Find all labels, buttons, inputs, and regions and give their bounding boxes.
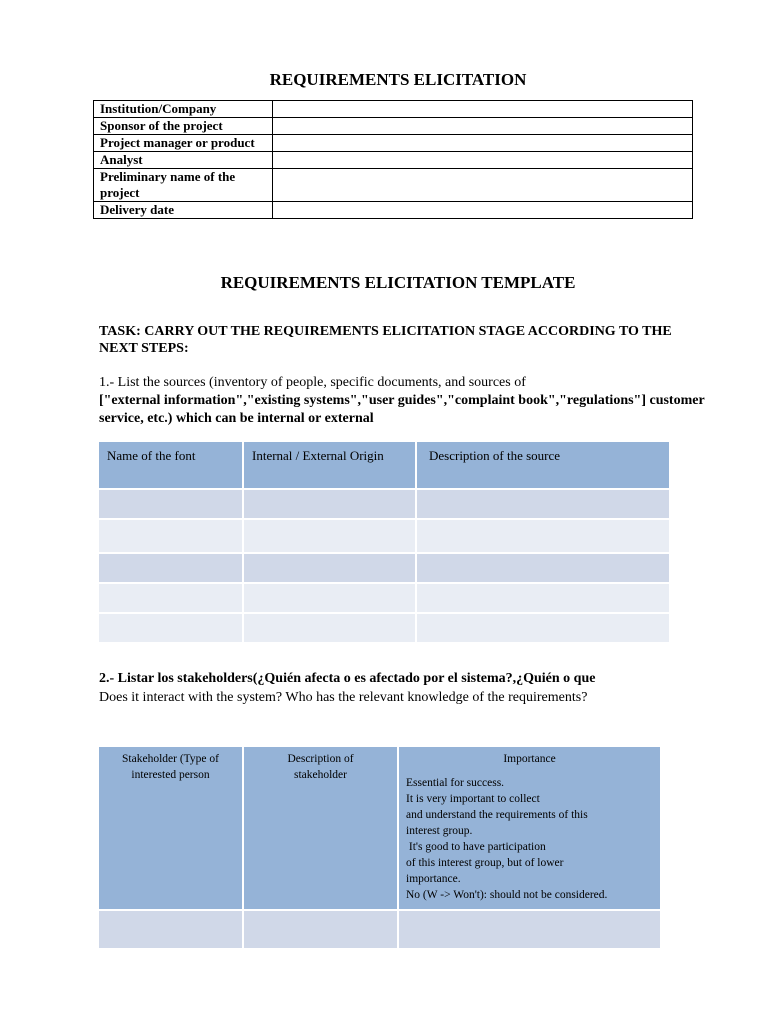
importance-line: It is very important to collect <box>406 793 540 805</box>
table-header-row <box>99 747 660 909</box>
step1-bold-text: ["external information","existing systems","user guides","complaint book","regulations"] customer service, etc.) which can be internal or external <box>99 393 705 426</box>
institution-label: Institution/Company <box>94 101 273 118</box>
header-description: Description of the source <box>417 442 669 488</box>
project-manager-value[interactable] <box>273 135 693 152</box>
table-cell[interactable] <box>417 584 669 612</box>
step2-bold-text: 2.- Listar los stakeholders(¿Quién afecta o es afectado por el sistema?,¿Quién o que <box>99 671 596 686</box>
importance-line: and understand the requirements of this <box>406 809 588 821</box>
delivery-date-value[interactable] <box>273 202 693 219</box>
importance-line: of this interest group, but of lower <box>406 857 564 869</box>
table-row <box>99 490 669 518</box>
analyst-label: Analyst <box>94 152 273 169</box>
table-cell[interactable] <box>399 911 660 948</box>
table-cell[interactable] <box>417 520 669 552</box>
stakeholders-table <box>97 745 662 950</box>
table-header-row <box>99 442 669 488</box>
table-cell[interactable] <box>99 584 242 612</box>
task-instruction: TASK: CARRY OUT THE REQUIREMENTS ELICITATION STAGE ACCORDING TO THE NEXT STEPS: <box>99 324 672 356</box>
table-cell[interactable] <box>99 490 242 518</box>
importance-line: Essential for success. <box>406 777 505 789</box>
importance-line: No (W -> Won't): should not be considered. <box>406 889 608 901</box>
step1-intro: 1.- List the sources (inventory of people, specific documents, and sources of <box>99 375 526 390</box>
table-row <box>99 520 669 552</box>
step1-paragraph <box>99 374 711 428</box>
table-row <box>99 554 669 582</box>
header-stakeholder-cell <box>99 747 242 909</box>
table-row <box>94 169 693 202</box>
sponsor-label: Sponsor of the project <box>94 118 273 135</box>
table-cell[interactable] <box>99 614 242 642</box>
importance-line: importance. <box>406 873 461 885</box>
table-row <box>94 135 693 152</box>
table-cell[interactable] <box>99 520 242 552</box>
table-cell[interactable] <box>244 520 415 552</box>
institution-value[interactable] <box>273 101 693 118</box>
table-row <box>94 152 693 169</box>
project-info-table <box>93 100 693 219</box>
step2-text: Does it interact with the system? Who has the relevant knowledge of the requirements? <box>99 690 588 705</box>
header-stakeholder: Stakeholder (Type of interested person <box>122 753 219 781</box>
header-font-name: Name of the font <box>99 442 242 488</box>
table-row <box>99 584 669 612</box>
header-stakeholder-description: Description of stakeholder <box>287 753 354 781</box>
page-title: REQUIREMENTS ELICITATION <box>269 70 527 89</box>
step2-paragraph <box>99 669 719 707</box>
header-importance-cell <box>399 747 660 909</box>
project-name-label: Preliminary name of the project <box>94 169 273 202</box>
table-cell[interactable] <box>417 554 669 582</box>
table-cell[interactable] <box>417 614 669 642</box>
table-cell[interactable] <box>99 911 242 948</box>
table-row <box>94 118 693 135</box>
table-cell[interactable] <box>244 614 415 642</box>
analyst-value[interactable] <box>273 152 693 169</box>
table-cell[interactable] <box>244 911 397 948</box>
table-cell[interactable] <box>417 490 669 518</box>
table-row <box>99 911 660 948</box>
project-manager-label: Project manager or product <box>94 135 273 152</box>
sources-table <box>97 440 671 644</box>
delivery-date-label: Delivery date <box>94 202 273 219</box>
header-stakeholder-desc-cell <box>244 747 397 909</box>
header-origin: Internal / External Origin <box>244 442 415 488</box>
template-title: REQUIREMENTS ELICITATION TEMPLATE <box>220 273 576 292</box>
importance-levels <box>400 775 659 903</box>
header-importance: Importance <box>503 753 556 765</box>
table-row <box>94 202 693 219</box>
importance-line: interest group. <box>406 825 473 837</box>
importance-line: It's good to have participation <box>406 841 546 853</box>
project-name-value[interactable] <box>273 169 693 202</box>
sponsor-value[interactable] <box>273 118 693 135</box>
table-row <box>99 614 669 642</box>
table-cell[interactable] <box>244 584 415 612</box>
table-cell[interactable] <box>244 554 415 582</box>
table-cell[interactable] <box>244 490 415 518</box>
table-row <box>94 101 693 118</box>
table-cell[interactable] <box>99 554 242 582</box>
